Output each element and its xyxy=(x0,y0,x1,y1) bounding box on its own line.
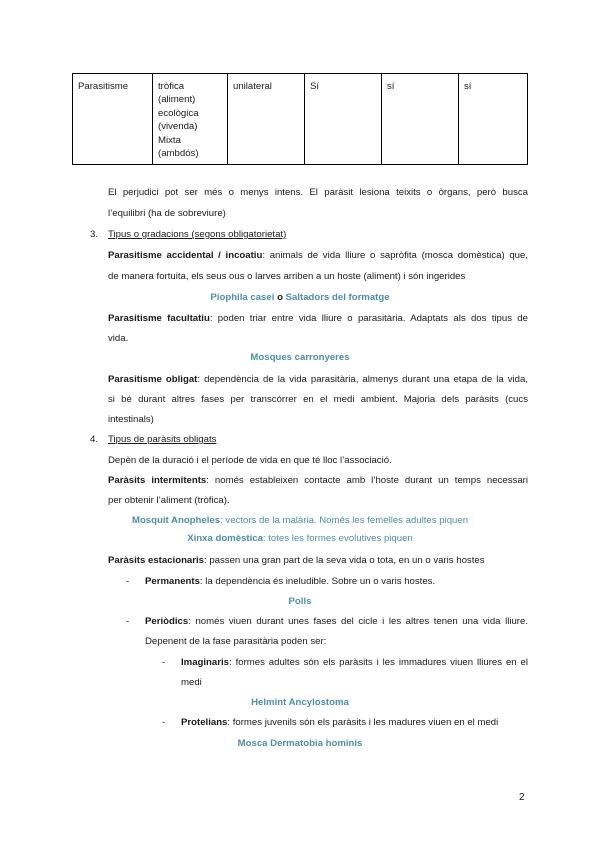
page-number: 2 xyxy=(519,792,525,803)
example-text: Mosquit Anopheles xyxy=(131,515,221,526)
paragraph-line xyxy=(108,270,465,283)
example-text: Mosca Dermatobia hominis xyxy=(237,738,363,749)
text: : passen una gran part de la seva vida o tota, en un o varis hostes xyxy=(204,555,485,566)
text: Depèn de la duració i el període de vida en que té lloc l’associació. xyxy=(108,455,392,466)
cell-text: Mixta xyxy=(158,134,181,146)
section-number: 4. xyxy=(90,434,99,445)
term: Parasitisme obligat xyxy=(108,374,198,385)
list-dash: - xyxy=(162,717,166,728)
term: Parasitisme accidental / incoatiu xyxy=(108,250,263,261)
paragraph-line xyxy=(108,413,154,426)
list-dash: - xyxy=(126,576,130,587)
text: : formes adultes són els paràsits i les immadures viuen lliures en el xyxy=(229,657,528,668)
paragraph-line xyxy=(108,249,528,262)
paragraph-line xyxy=(108,207,226,220)
paragraph-line xyxy=(108,494,230,507)
example-text: Xinxa domèstica xyxy=(187,533,263,544)
list-item xyxy=(181,656,528,669)
text: de manera fortuita, els seus ous o larves arriben a un hoste (aliment) i són ingerides xyxy=(108,271,466,282)
paragraph-line xyxy=(108,393,528,406)
section-heading: Tipus de paràsits obligats xyxy=(108,434,217,445)
term: Permanents xyxy=(145,576,200,587)
text: : només viuen durant unes fases del cicle i les altres tenen una vida lliure. xyxy=(188,616,528,627)
text: Depenent de la fase parasitària poden ser: xyxy=(145,636,327,647)
paragraph-line xyxy=(181,676,202,689)
text: : dependència de la vida parasitària, almenys durant una etapa de la vida, xyxy=(197,374,528,385)
table-row xyxy=(73,74,528,165)
paragraph-line xyxy=(108,186,528,199)
cell-text: sí xyxy=(464,81,472,92)
cell-text: ecològica xyxy=(158,107,199,119)
text: : només estableixen contacte amb l’hoste durant un temps necessari xyxy=(206,475,528,486)
table-cell xyxy=(459,74,528,165)
paragraph-line xyxy=(108,312,528,325)
paragraph-line xyxy=(108,554,485,567)
list-dash: - xyxy=(126,616,130,627)
example-line xyxy=(72,595,528,608)
text: : animals de vida lliure o sapròfita (mosca domèstica) que, xyxy=(262,250,529,261)
example-line xyxy=(72,351,528,364)
example-text: Piophila casei xyxy=(210,292,275,303)
term: Paràsits estacionaris xyxy=(108,555,204,566)
example-line xyxy=(72,737,528,750)
paragraph-line xyxy=(108,373,528,386)
example-text: Helmint Ancylostoma xyxy=(251,697,349,708)
term: Periòdics xyxy=(145,616,189,627)
comparison-table xyxy=(72,73,528,165)
table-cell xyxy=(305,74,382,165)
paragraph-line xyxy=(145,635,326,648)
text: El perjudici pot ser més o menys intens. El paràsit lesiona teixits o òrgans, però busca xyxy=(108,187,528,198)
list-item xyxy=(181,716,498,729)
term: Protelians xyxy=(181,717,228,728)
text: o xyxy=(274,292,286,303)
text: l’equilibri (ha de sobreviure) xyxy=(108,208,226,219)
table-cell xyxy=(228,74,305,165)
text: per obtenir l’aliment (tròfica). xyxy=(108,495,230,506)
text: si bé durant altres fases per transcórrer en el medi ambient. Majoria dels paràsits (cucs xyxy=(108,394,528,405)
paragraph-line xyxy=(108,454,392,467)
text: vida. xyxy=(108,333,129,344)
table-cell xyxy=(73,74,153,165)
section-number: 3. xyxy=(90,229,99,240)
paragraph-line xyxy=(108,332,128,345)
table-cell xyxy=(382,74,459,165)
cell-text: Sí xyxy=(310,81,320,92)
cell-text: tròfica xyxy=(158,81,185,92)
cell-text: (ambdós) xyxy=(158,148,199,160)
example-line xyxy=(72,532,528,545)
cell-text: unilateral xyxy=(233,81,272,92)
text: : poden triar entre vida lliure o parasitària. Adaptats als dos tipus de xyxy=(209,313,528,324)
example-line xyxy=(72,696,528,709)
example-text: Polls xyxy=(288,596,312,607)
text: : la dependència és ineludible. Sobre un o varis hostes. xyxy=(199,576,436,587)
example-text: Mosques carronyeres xyxy=(250,352,350,363)
text: medi xyxy=(181,677,202,688)
cell-text: sí xyxy=(387,81,395,92)
term: Parasitisme facultatiu xyxy=(108,313,210,324)
example-line xyxy=(72,514,528,527)
text: intestinals) xyxy=(108,414,154,425)
list-item xyxy=(145,615,528,628)
cell-text: (aliment) xyxy=(158,94,196,106)
term: Paràsits intermitents xyxy=(108,475,207,486)
section-heading: Tipus o gradacions (segons obligatorietat) xyxy=(108,229,287,240)
example-text: : totes les formes evolutives piquen xyxy=(262,533,413,544)
example-text: : vectors de la malària. Només les femelles adultes piquen xyxy=(220,515,469,526)
table-cell xyxy=(153,74,228,165)
term: Imaginaris xyxy=(181,657,229,668)
list-dash: - xyxy=(162,657,166,668)
example-line xyxy=(72,291,528,304)
cell-text: (vivenda) xyxy=(158,121,198,133)
text: : formes juvenils són els paràsits i les madures viuen en el medi xyxy=(227,717,499,728)
example-text: Saltadors del formatge xyxy=(285,292,390,303)
paragraph-line xyxy=(108,474,528,487)
cell-text: Parasitisme xyxy=(78,81,129,92)
list-item xyxy=(145,575,435,588)
